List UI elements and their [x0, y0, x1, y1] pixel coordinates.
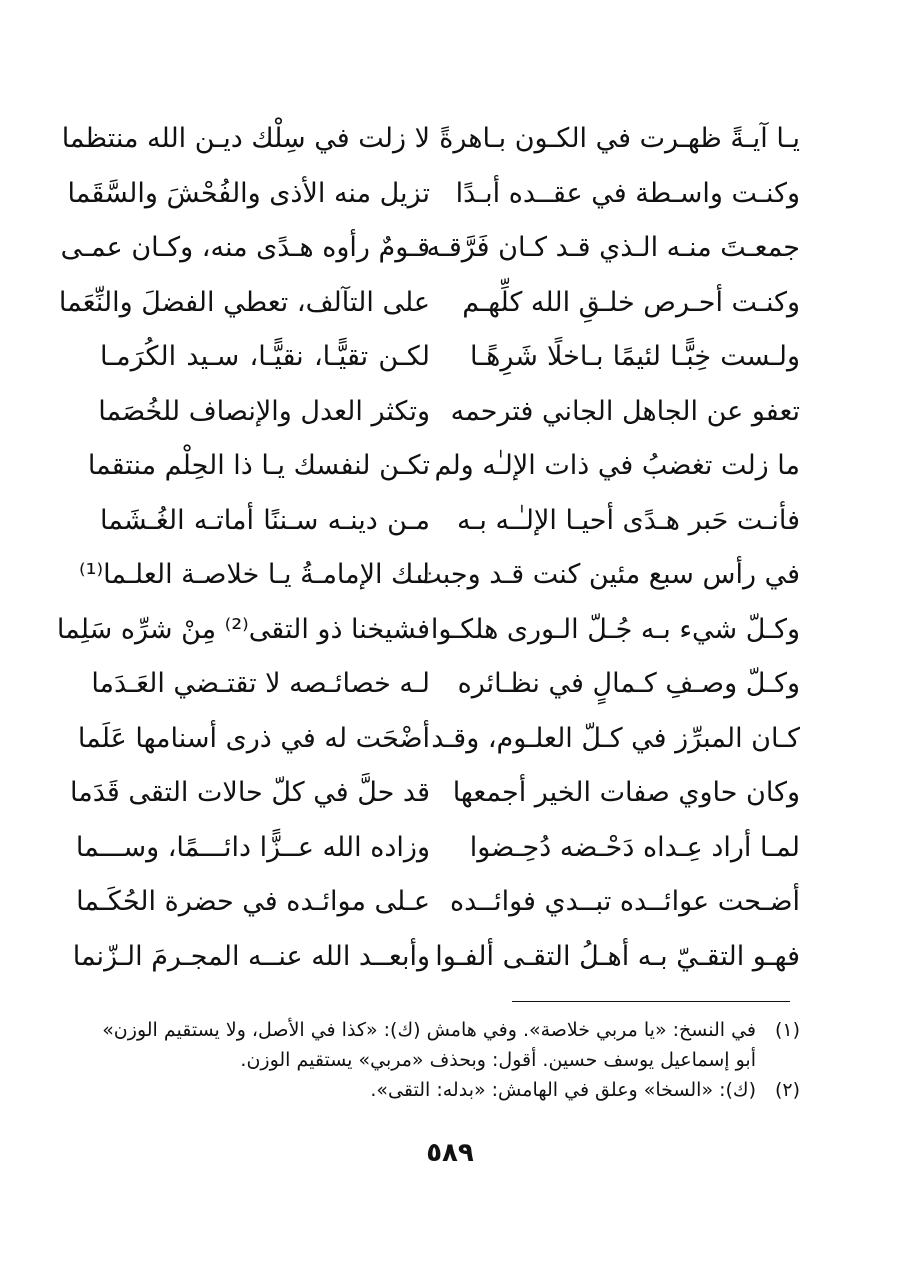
first-hemistich: في رأس سبع مئين كنت قـد وجبت — [416, 559, 800, 590]
verse — [76, 875, 800, 929]
first-hemistich: فأنـت حَبر هـدًى أحيـا الإلـٰـه بـه — [457, 504, 800, 536]
verse — [75, 821, 800, 875]
verse — [87, 439, 800, 493]
first-hemistich: كـان المبرِّز في كـلّ العلـوم، وقـد — [431, 722, 800, 754]
second-hemistich: لا زلت في سِلْك ديـن الله منتظما — [61, 123, 430, 154]
second-hemistich: وأبعــد الله عنــه المجـرمَ الـزّنما — [72, 940, 430, 972]
verse — [100, 330, 800, 384]
second-hemistich: تكـن لنفسك يـا ذا الحِلْم منتقما — [87, 450, 430, 481]
footnote-1 — [100, 1015, 800, 1045]
verse — [72, 930, 800, 984]
first-hemistich: يـا آيـةً ظهـرت في الكـون بـاهرةً — [439, 123, 800, 154]
verse — [56, 603, 800, 657]
first-hemistich: لمـا أراد عِـداه دَحْـضه دُحِـضوا — [469, 831, 800, 863]
second-hemistich: لكـن تقيًّـا، نقيًّـا، سـيد الكُرَمـا — [100, 341, 430, 372]
first-hemistich: فهـو التقـيّ بـه أهـلُ التقـى ألفـوا — [435, 940, 800, 972]
verse — [91, 657, 800, 711]
first-hemistich: وكان حاوي صفات الخير أجمعها — [452, 777, 800, 808]
verse — [79, 548, 800, 602]
footnote-number: (١) — [774, 1019, 800, 1041]
verse — [67, 167, 800, 221]
second-hemistich: على التآلف، تعطي الفضلَ والنِّعَما — [58, 286, 430, 318]
second-hemistich: تزيل منه الأذى والفُحْشَ والسَّقَما — [67, 177, 430, 209]
first-hemistich: وكـلّ شيء بـه جُـلّ الـورى هلكـوا — [430, 613, 800, 645]
first-hemistich: وكـلّ وصـفِ كـمالٍ في نظـائره — [457, 668, 800, 699]
second-hemistich: لـك الإمامـةُ يـا خلاصـة العلـما⁽¹⁾ — [79, 559, 430, 590]
second-hemistich: عـلى موائـده في حضرة الحُكَـما — [76, 886, 430, 917]
footnote-1-continuation — [100, 1045, 800, 1075]
second-hemistich: أضْحَت له في ذرى أسنامها عَلَما — [77, 722, 430, 754]
first-hemistich: وكنـت واسـطة في عقــده أبـدًا — [455, 177, 800, 209]
first-hemistich: وكنـت أحـرص خلـقِ الله كلِّهـم — [462, 286, 800, 318]
first-hemistich: ولـست خِبًّـا لئيمًا بـاخلًا شَرِهًـا — [470, 341, 800, 372]
verse — [100, 494, 800, 548]
poem — [56, 112, 800, 992]
second-hemistich: لـه خصائـصه لا تقتـضي العَـدَما — [91, 668, 430, 699]
verse — [58, 276, 800, 330]
footnote-number: (٢) — [774, 1079, 800, 1101]
footnote-text: في النسخ: «يا مربي خلاصة». وفي هامش (ك): «كذا في الأصل، ولا يستقيم الوزن» — [102, 1019, 756, 1041]
page-number: ٥٨٩ — [426, 1138, 474, 1168]
second-hemistich: قد حلَّ في كلّ حالات التقى قَدَما — [70, 777, 430, 808]
verse — [60, 221, 800, 275]
footnote-2 — [100, 1075, 800, 1105]
first-hemistich: أضـحت عوائــده تبــدي فوائــده — [449, 886, 800, 917]
verse — [61, 112, 800, 166]
second-hemistich: وتكثر العدل والإنصاف للخُصَما — [98, 395, 430, 427]
second-hemistich: فشيخنا ذو التقى⁽²⁾ مِنْ شرِّه سَلِما — [56, 613, 430, 645]
second-hemistich: قـومٌ رأوه هـدًى منه، وكـان عمـى — [60, 232, 430, 263]
footnote-separator — [512, 1001, 790, 1002]
verse — [100, 385, 800, 439]
first-hemistich: ما زلت تغضبُ في ذات الإلـٰه ولم — [434, 450, 800, 481]
footnote-text: (ك): «السخا» وعلق في الهامش: «بدله: التقى». — [370, 1079, 756, 1101]
first-hemistich: تعفو عن الجاهل الجاني فترحمه — [450, 395, 800, 427]
second-hemistich: وزاده الله عــزًّا دائـــمًا، وســـما — [75, 831, 430, 863]
footnote-text: أبو إسماعيل يوسف حسين. أقول: وبحذف «مربي» يستقيم الوزن. — [240, 1049, 756, 1071]
verse — [77, 712, 800, 766]
first-hemistich: جمعـتَ منـه الـذي قـد كـان فَرَّقـه — [426, 232, 800, 263]
footnotes — [100, 1015, 800, 1105]
verse — [70, 766, 800, 820]
second-hemistich: مـن دينـه سـننًا أماتـه الغُـشَما — [100, 504, 430, 536]
